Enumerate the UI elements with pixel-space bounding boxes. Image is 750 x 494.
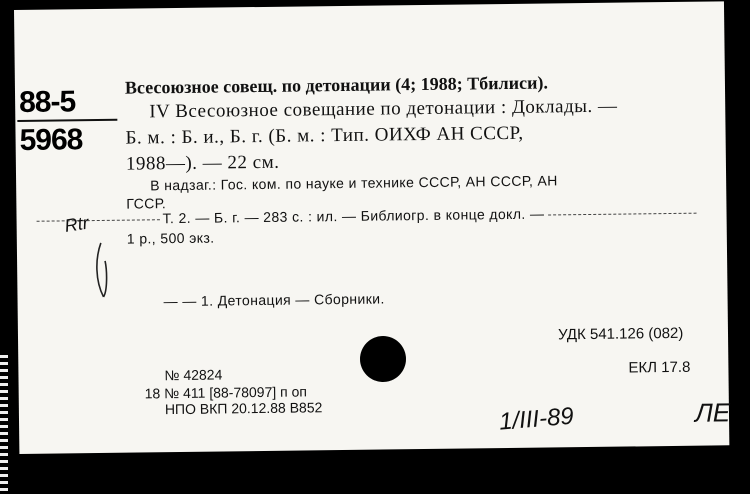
margin-handwriting: Rtr <box>63 212 90 236</box>
imprint-line-1: 18 № 411 [88-78097] п оп <box>144 383 308 402</box>
title-line-1: IV Всесоюзное совещание по детонации : Доклады. — <box>149 95 618 123</box>
imprint-line-2: НПО ВКП 20.12.88 В852 <box>164 399 323 418</box>
note-line-4: 1 р., 500 экз. <box>126 229 215 247</box>
udk-code: УДК 541.126 (082) <box>557 324 684 344</box>
subject-heading: — — 1. Детонация — Сборники. <box>163 290 385 310</box>
handwritten-date: 1/III-89 <box>498 402 575 436</box>
call-number-bottom: 5968 <box>19 123 83 157</box>
note-line-2: ГССР. <box>126 195 167 212</box>
card-number: № 42824 <box>164 366 223 384</box>
title-line-2: Б. м. : Б. и., Б. г. (Б. м. : Тип. ОИХФ АН СССР, <box>125 122 524 149</box>
scan-edge-strip <box>0 355 8 494</box>
title-line-3: 1988—). — 22 см. <box>125 151 280 175</box>
call-number-top: 88-5 <box>18 85 76 119</box>
entry-heading: Всесоюзное совещ. по детонации (4; 1988; Тбилиси). <box>124 72 549 98</box>
ekl-code: ЕКЛ 17.8 <box>628 358 691 377</box>
handwritten-initials: ЛЕ <box>694 397 731 428</box>
note-line-3: Т. 2. — Б. г. — 283 с. : ил. — Библиогр. в конце докл. — <box>162 205 545 227</box>
note-line-1: В надзаг.: Гос. ком. по науке и технике СССР, АН СССР, АН <box>150 172 558 194</box>
call-number-divider <box>17 119 117 122</box>
punch-hole <box>360 336 406 382</box>
margin-bracket-mark <box>93 241 116 301</box>
catalog-card <box>14 1 729 454</box>
